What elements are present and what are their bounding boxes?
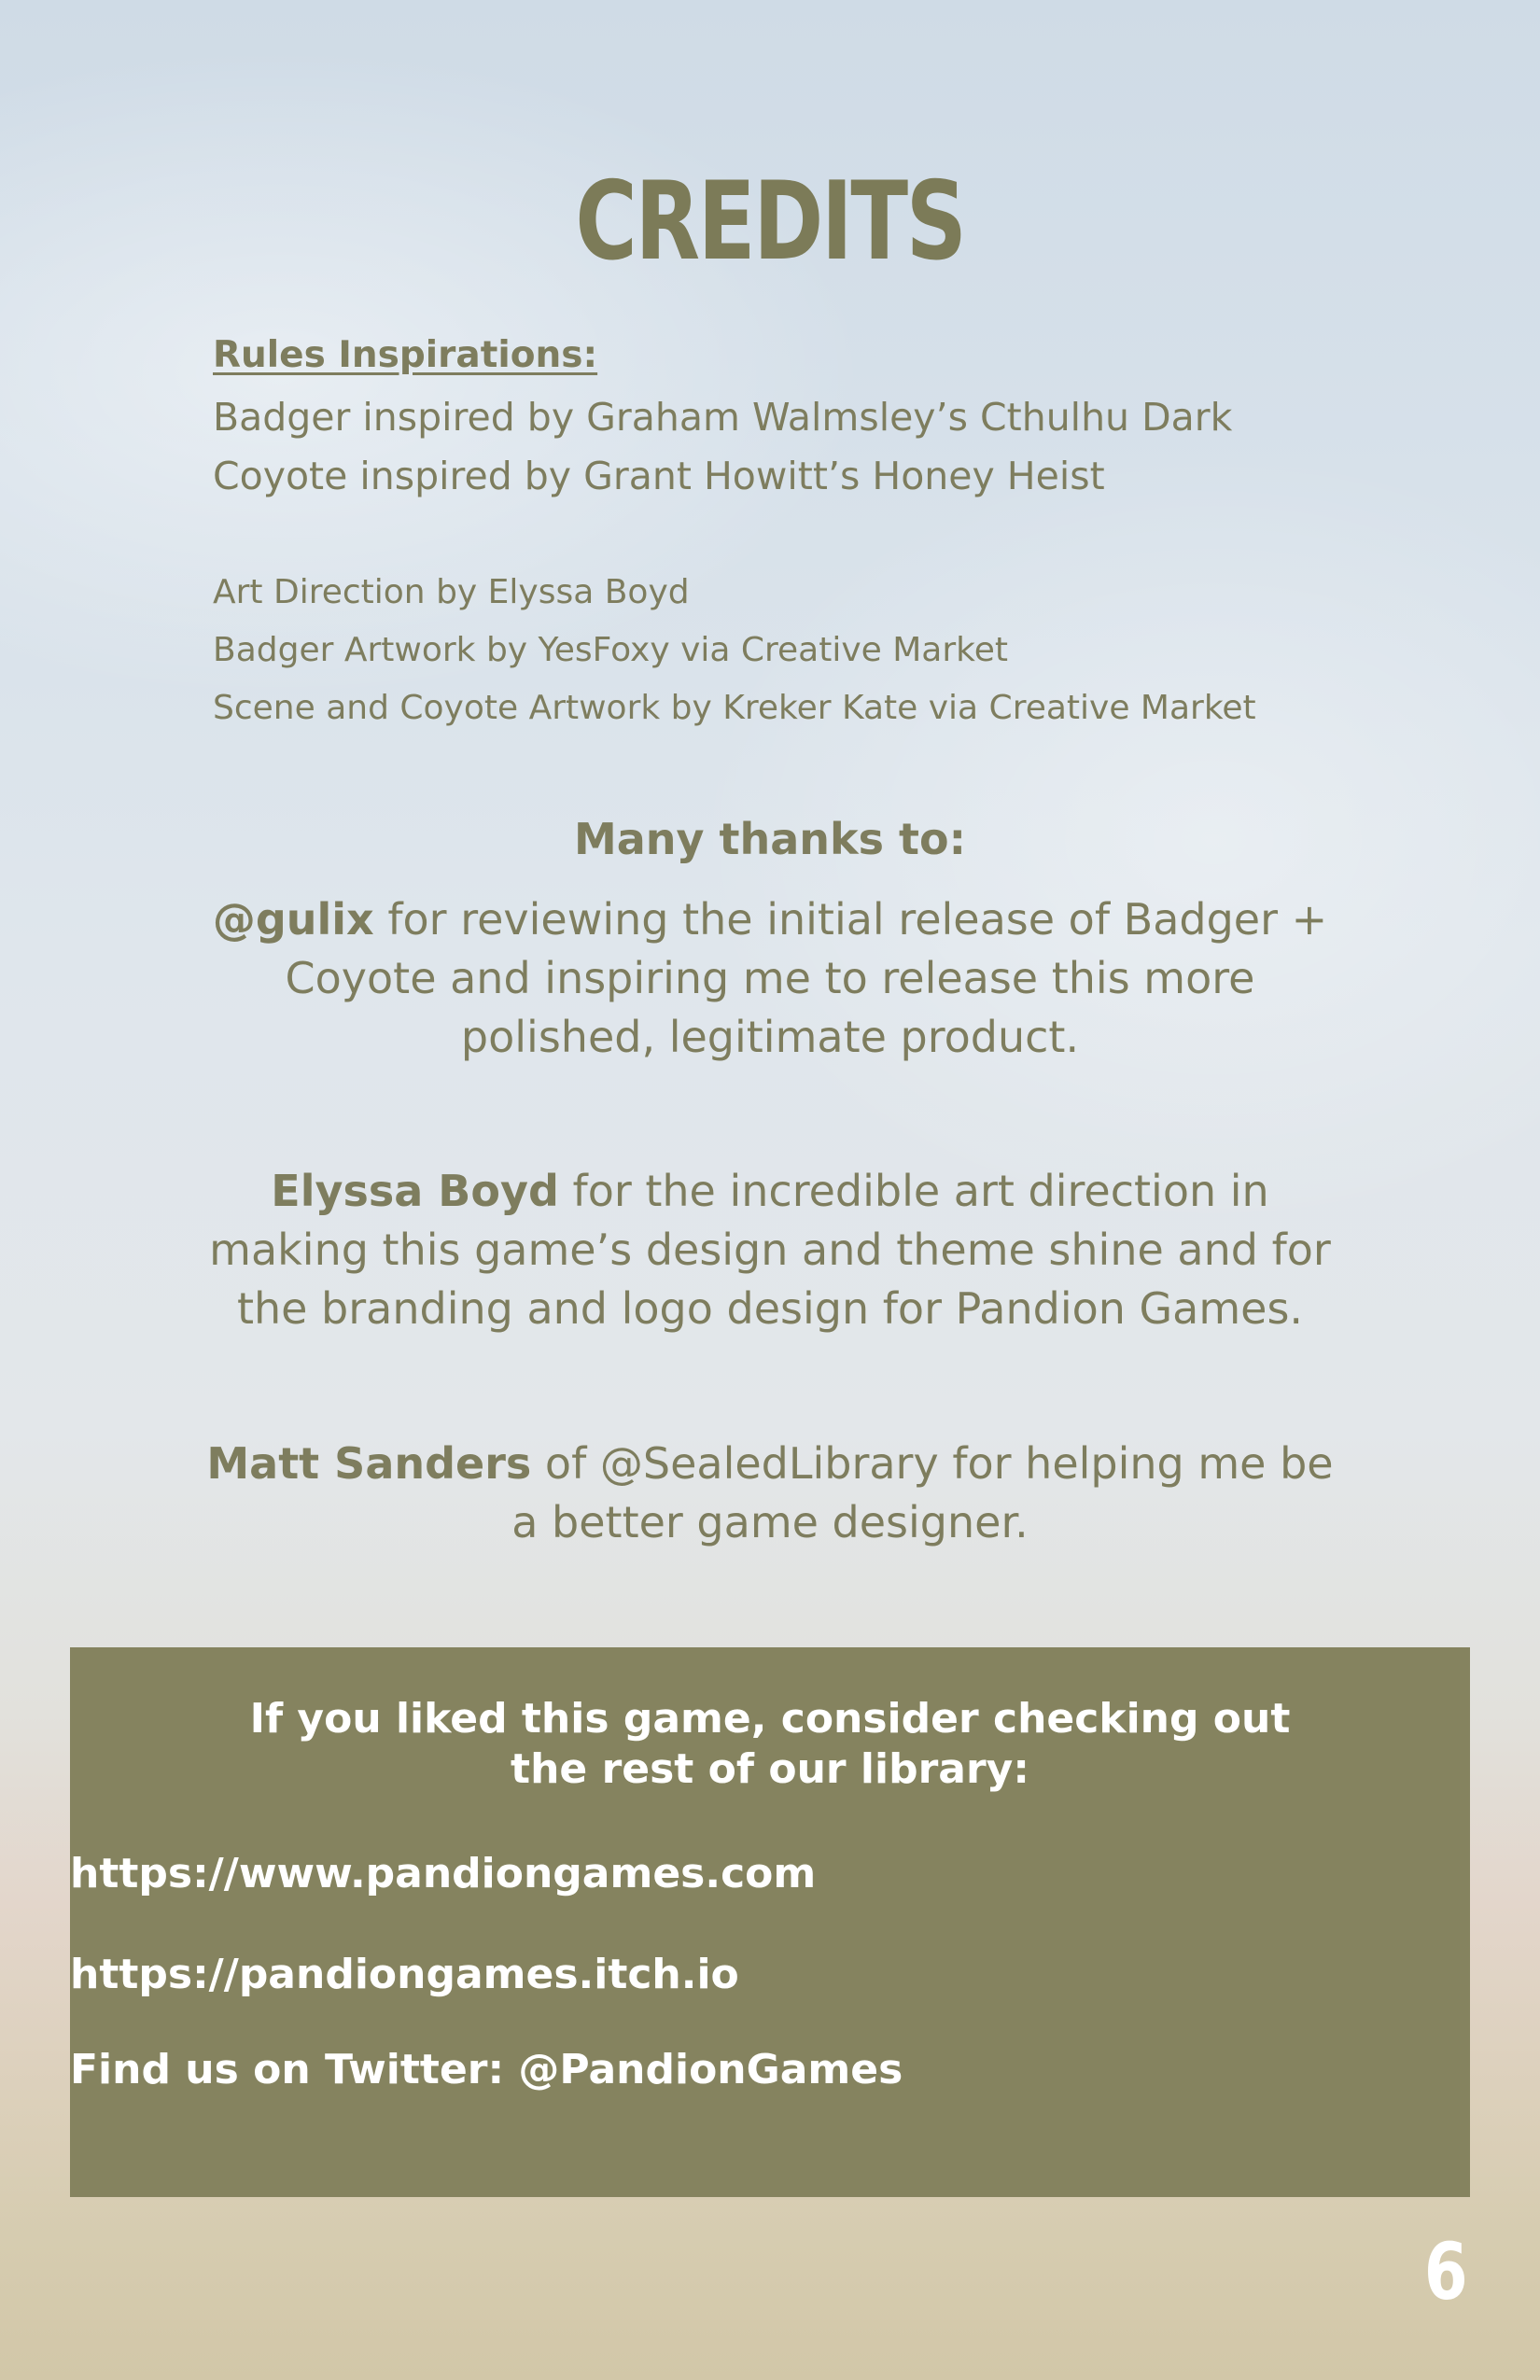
badger-artwork-credit: Badger Artwork by YesFoxy via Creative Market <box>213 631 1008 669</box>
rules-line-badger: Badger inspired by Graham Walmsley’s Cthulhu Dark <box>213 395 1233 440</box>
thanks-heading: Many thanks to: <box>573 814 967 864</box>
thanks-name: Matt Sanders <box>206 1438 532 1489</box>
art-direction-credit: Art Direction by Elyssa Boyd <box>213 573 690 611</box>
library-callout-box <box>70 1647 1470 2197</box>
rules-inspirations-heading: Rules Inspirations: <box>213 334 598 376</box>
thanks-item-elyssa-boyd <box>205 1162 1335 1338</box>
thanks-item-matt-sanders <box>205 1435 1335 1552</box>
page-number: 6 <box>1423 2226 1468 2317</box>
thanks-text: of @SealedLibrary for helping me be a better game designer. <box>511 1438 1334 1547</box>
rules-line-coyote: Coyote inspired by Grant Howitt’s Honey Heist <box>213 454 1105 498</box>
website-link[interactable]: https://www.pandiongames.com <box>70 1850 817 1897</box>
thanks-text: for reviewing the initial release of Badger + Coyote and inspiring me to release this more polished, legitimate product. <box>285 894 1328 1062</box>
thanks-text: for the incredible art direction in making this game’s design and theme shine and for the branding and logo design for Pandion Games. <box>209 1166 1331 1334</box>
library-callout-text: If you liked this game, consider checking out the rest of our library: <box>249 1695 1291 1793</box>
page-title: CREDITS <box>575 159 965 285</box>
itch-link[interactable]: https://pandiongames.itch.io <box>70 1951 739 1998</box>
thanks-item-gulix <box>205 890 1335 1067</box>
scene-coyote-artwork-credit: Scene and Coyote Artwork by Kreker Kate via Creative Market <box>213 689 1256 727</box>
twitter-handle-text: Find us on Twitter: @PandionGames <box>70 2046 903 2093</box>
rules-inspirations-section <box>213 329 1379 506</box>
art-credits-section <box>213 564 1426 737</box>
thanks-name: @gulix <box>212 894 374 945</box>
thanks-name: Elyssa Boyd <box>271 1166 559 1216</box>
